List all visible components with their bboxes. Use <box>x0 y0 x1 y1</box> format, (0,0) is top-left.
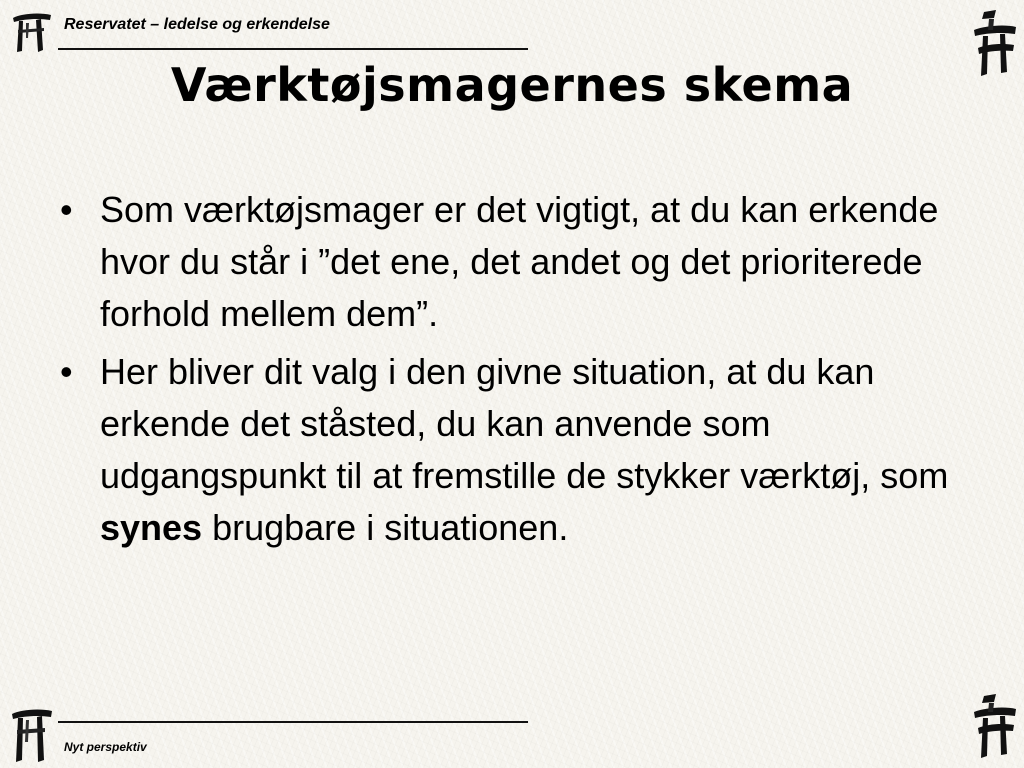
bullet-text-end: brugbare i situationen. <box>202 507 569 548</box>
slide-title: Værktøjsmagernes skema <box>170 58 854 112</box>
bullet-icon: • <box>60 351 73 392</box>
brush-logo-icon <box>10 706 54 764</box>
bullet-text-start: Som værktøjsmager er det vigtigt, at du kan erkende hvor du står i ”det ene, det andet og det prioriterede forhold mellem dem”. <box>100 189 939 334</box>
brush-logo-icon <box>972 694 1018 760</box>
footer-divider <box>58 721 528 723</box>
bullet-text-start: Her bliver dit valg i den givne situation, at du kan erkende det ståsted, du kan anvende som udgangspunkt til at fremstille de stykker værktøj, som <box>100 351 949 496</box>
brush-logo-icon <box>10 8 54 54</box>
bullet-item-2 <box>58 346 978 554</box>
slide-header: Reservatet – ledelse og erkendelse <box>64 16 330 33</box>
bullet-text <box>100 189 938 334</box>
bullet-text-bold: synes <box>100 507 203 548</box>
bullet-icon: • <box>60 189 73 230</box>
bullet-list <box>58 184 978 560</box>
slide-footer: Nyt perspektiv <box>64 740 147 754</box>
header-divider <box>58 48 528 50</box>
bullet-text <box>100 351 948 548</box>
bullet-item-1 <box>58 184 978 340</box>
